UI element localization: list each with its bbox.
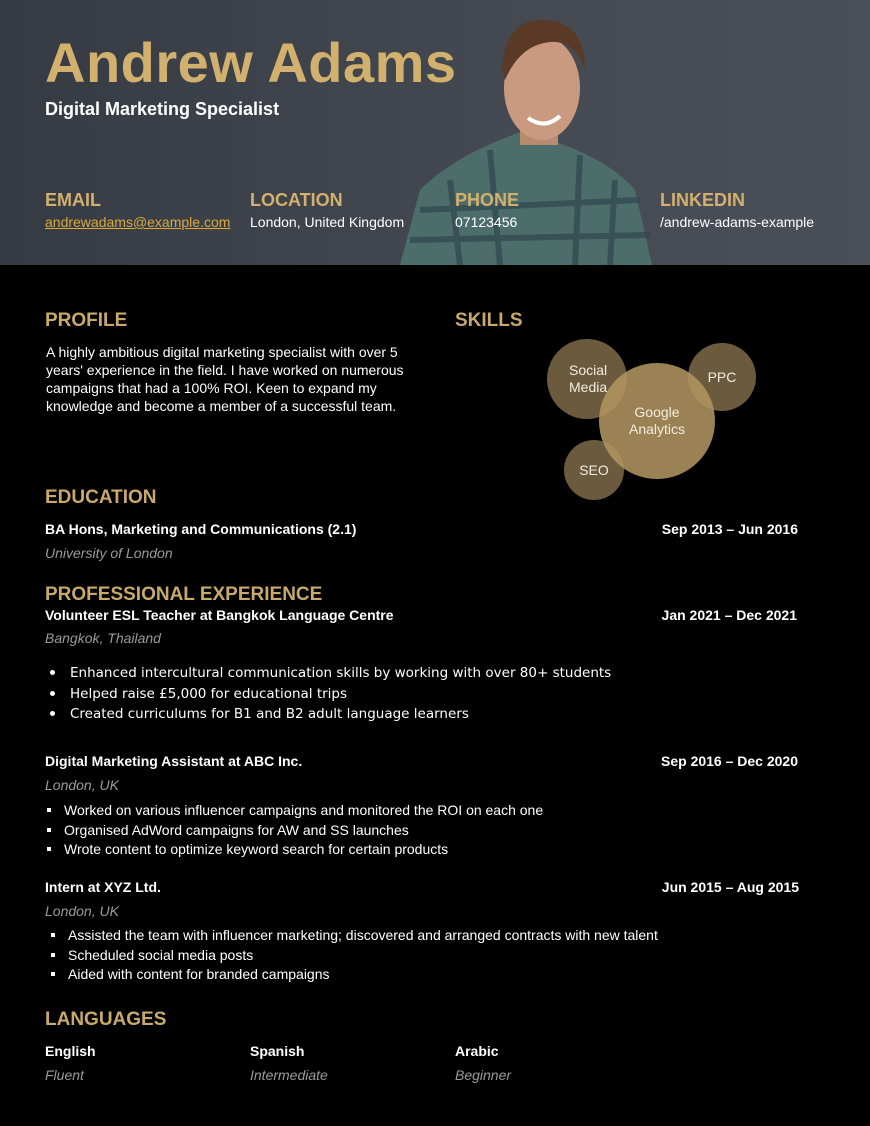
job-place: London, UK [45, 903, 119, 919]
bullet-item: Created curriculums for B1 and B2 adult language learners [70, 704, 611, 725]
bullet-item: Assisted the team with influencer marketing; discovered and arranged contracts with new talent [68, 926, 658, 946]
profile-heading: PROFILE [45, 310, 128, 331]
bullet-item: Worked on various influencer campaigns and monitored the ROI on each one [64, 801, 543, 821]
skill-label: Google Analytics [628, 404, 686, 437]
email-label: EMAIL [45, 190, 101, 210]
job-place: London, UK [45, 777, 119, 793]
skills-heading: SKILLS [455, 310, 523, 331]
bullet-item: Aided with content for branded campaigns [68, 965, 658, 985]
bullet-item: Organised AdWord campaigns for AW and SS launches [64, 821, 543, 841]
skill-label: PPC [707, 368, 737, 385]
job-title: Intern at XYZ Ltd. [45, 879, 161, 895]
language-level: Beginner [455, 1067, 512, 1083]
language-name: Arabic [455, 1043, 499, 1059]
linkedin-label: LINKEDIN [660, 190, 745, 210]
skill-bubble-google-analytics [599, 363, 715, 479]
bullet-item: Helped raise £5,000 for educational trips [70, 684, 611, 705]
education-place: University of London [45, 545, 173, 561]
education-heading: EDUCATION [45, 487, 157, 508]
phone-value: 07123456 [455, 214, 518, 230]
profile-text: A highly ambitious digital marketing specialist with over 5 years' experience in the field. I have worked on numerous campaigns that had a 100% ROI. Keen to expand my knowledge and become a member of a successful team. [46, 344, 404, 414]
candidate-name: Andrew Adams [45, 31, 457, 94]
bullet-item: Enhanced intercultural communication skills by working with over 80+ students [70, 663, 611, 684]
location-label: LOCATION [250, 190, 343, 210]
skill-label: SEO [579, 461, 609, 478]
language-level: Fluent [45, 1067, 84, 1083]
email-link[interactable]: andrewadams@example.com [45, 214, 231, 230]
education-title: BA Hons, Marketing and Communications (2.1) [45, 521, 357, 537]
language-level: Intermediate [250, 1067, 328, 1083]
phone-label: PHONE [455, 190, 520, 210]
job-dates: Jun 2015 – Aug 2015 [661, 879, 799, 895]
job-place: Bangkok, Thailand [45, 630, 161, 646]
location-value: London, United Kingdom [250, 214, 405, 230]
job-bullets [70, 663, 611, 725]
job-dates: Sep 2016 – Dec 2020 [661, 753, 798, 769]
job-bullets [64, 801, 543, 860]
job-dates: Jan 2021 – Dec 2021 [661, 607, 797, 623]
job-bullets [68, 926, 658, 985]
languages-heading: LANGUAGES [45, 1009, 167, 1030]
bullet-item: Wrote content to optimize keyword search for certain products [64, 840, 543, 860]
language-name: Spanish [250, 1043, 305, 1059]
bullet-item: Scheduled social media posts [68, 946, 658, 966]
job-title: Digital Marketing Specialist [45, 99, 280, 119]
skill-label: Social Media [569, 362, 608, 395]
job-title: Digital Marketing Assistant at ABC Inc. [45, 753, 303, 769]
language-name: English [45, 1043, 96, 1059]
education-dates: Sep 2013 – Jun 2016 [661, 521, 798, 537]
linkedin-value: /andrew-adams-example [660, 214, 815, 230]
experience-heading: PROFESSIONAL EXPERIENCE [45, 584, 323, 605]
job-title: Volunteer ESL Teacher at Bangkok Language Centre [45, 607, 394, 623]
